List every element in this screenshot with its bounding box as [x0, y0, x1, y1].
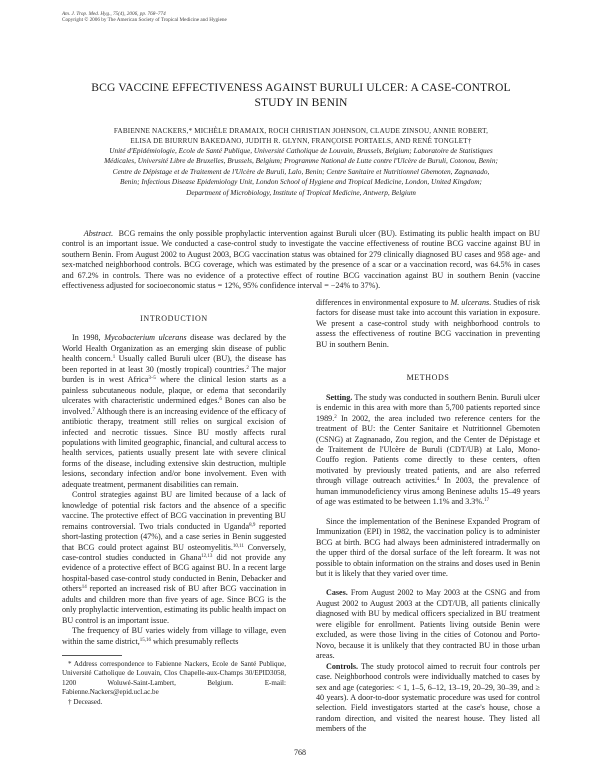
citation-ref: 17 [484, 498, 490, 504]
methods-heading: METHODS [406, 373, 450, 383]
journal-citation: Am. J. Trop. Med. Hyg., 75(4), 2006, pp. 768–774 [62, 11, 166, 17]
copyright-line: Copyright © 2006 by The American Society of Tropical Medicine and Hygiene [62, 17, 227, 24]
intro-continuation [316, 298, 540, 350]
cases-paragraph [316, 588, 540, 661]
italic-term: M. ulcerans [450, 298, 490, 307]
controls-text [316, 662, 540, 734]
affiliation-line: Centre de Dépistage et de Traitement de l'Ulcère de Buruli, Lalo, Benin; Centre Sanitaire et Nutritionnel Gbemoten, Zagnanado, [112, 166, 490, 176]
setting-label: Setting. [326, 392, 353, 402]
text-run: Usually called Buruli ulcer (BU), the disease has been reported in at least 30 (mostly tropical) countries. [62, 354, 286, 374]
intro-paragraph-2 [62, 490, 286, 626]
text-run: The study protocol aimed to recruit four controls per case. Neighborhood controls were individually matched to cases by sex and age (categories: < 1, 1–5, 6–12, 13–19, 20–29, 30–39, and ≥ 40 years). A door-to-door systematic procedure was used for control selection. Field investigators started at the case's house, chose a random direction, and visited the nearest house. They listed all members of the [316, 661, 540, 734]
page-number: 768 [294, 748, 306, 757]
citation-ref: 14 [81, 585, 87, 591]
text-run: which presumably reflects [151, 636, 239, 646]
footnotes [62, 660, 286, 707]
text-run: In 2003, the prevalence of human immunodeficiency virus among Beninese adults 15–49 years of age was estimated to be between 1.1% and 3.3%. [316, 476, 540, 507]
citation-ref: 2 [334, 414, 337, 420]
intro-paragraph-1 [62, 333, 286, 490]
epi-paragraph [316, 517, 540, 580]
title-line-2: STUDY IN BENIN [254, 96, 348, 109]
affiliation-line: Médicales, Université Libre de Bruxelles, Brussels, Belgium; Programme National de Lutte contre l'Ulcère de Buruli, Cotonou, Benin; [104, 156, 498, 166]
text-run: From August 2002 to May 2003 at the CSNG and from August 2002 to August 2003 at the CDT/UB, all patients clinically diagnosed with BU by medical officers specialized in BU treatment were eligible for enrollment. Patients living outside Benin were excluded, as were those living in the cities of Cotonou and Porto-Novo, because it is unlikely that they contracted BU in those urban areas. [316, 588, 540, 661]
text-run: disease was declared by the World Health Organization as an emerging skin disease of public health concern. [62, 333, 286, 364]
citation-ref: 3–5 [148, 376, 156, 382]
text-run: In 1998, [72, 333, 105, 343]
left-column [62, 314, 286, 647]
authors-line-1: FABIENNE NACKERS,* MICHÈLE DRAMAIX, ROCH CHRISTIAN JOHNSON, CLAUDE ZINSOU, ANNIE ROBERT, [113, 127, 489, 135]
text-run: Although there is an increasing evidence of the efficacy of antibiotic therapy, treatment still relies on surgical excision of infected and necrotic tissues. Since BU mostly affects rural populations with limited geographic, financial, and cultural access to health services, patients usually present late with severe clinical forms of the disease, including extensive skin destruction, multiple lesions, secondary infection and/or bone involvement. Even with adequate treatment, permanent disabilities can remain. [62, 406, 286, 489]
abstract-text: BCG remains the only possible prophylactic intervention against Buruli ulcer (BU). Estimating its public health impact on BU control is an important issue. We conducted a case-control study to investigate the vaccine effectiveness of routine BCG vaccine against BU in southern Benin. From August 2002 to August 2003, BCG vaccination status was obtained for 279 clinically diagnosed BU cases and 958 age- and sex-matched neighborhood controls. BCG coverage, which was estimated by the presence of a scar or a vaccination record, was 64.5% in cases and 67.2% in controls. There was no evidence of a protective effect of routine BCG vaccination against BU in southern Benin (vaccine effectiveness adjusted for socioeconomic status = 12%, 95% confidence interval = −24% to 37%). [62, 229, 541, 291]
text-run: . Studies of risk factors for disease must take into account this variation in exposure. We present a case-control study with neighborhood controls to assess the effectiveness of routine BCG vaccination in preventing BU in southern Benin. [316, 298, 540, 349]
controls-label: Controls. [326, 661, 359, 671]
citation-ref: 4 [436, 477, 440, 483]
citation-ref: 15,16 [139, 637, 152, 643]
italic-term: Mycobacterium ulcerans [104, 333, 187, 343]
introduction-heading: INTRODUCTION [140, 314, 208, 323]
citation-ref: 10,11 [232, 543, 244, 549]
text-run: The frequency of BU varies widely from village to village, even within the same district, [62, 626, 286, 646]
text-run: Bones can also be involved. [62, 396, 286, 416]
setting-paragraph [316, 393, 540, 508]
text-run: reported an increased risk of BU after BCG vaccination in adults and children more than five years of age. Since BCG is the only prophylactic intervention, estimating its public health impact on BU control is an important issue. [62, 584, 286, 625]
authors-line-2: ELISA DE BIURRUN BAKEDANO, JUDITH R. GLYNN, FRANÇOISE PORTAELS, AND RENÉ TONGLET† [130, 137, 472, 146]
abstract-label: Abstract. [83, 229, 114, 238]
citation-ref: 12,13 [201, 553, 213, 559]
citation-ref: 8,9 [249, 522, 256, 528]
affiliation-line: Unité d'Epidémiologie, Ecole de Santé Publique, Université Catholique de Louvain, Brussels, Belgium; Laboratoire de Statistiques [109, 146, 493, 155]
citation-ref: 6 [219, 397, 222, 403]
affiliations [60, 146, 542, 198]
affiliation-line: Benin; Infectious Disease Epidemiology Unit, London School of Hygiene and Tropical Medicine, London, United Kingdom; [120, 177, 482, 187]
article-title [60, 80, 542, 110]
text-run: differences in environmental exposure to [316, 298, 451, 307]
text-run: reported short-lasting protection (47%), and a case series in Benin suggested that BCG could protect against BU osteomyelitis. [62, 521, 286, 552]
citation-ref: 7 [92, 407, 95, 413]
cases-text [316, 588, 540, 660]
text-run: Conversely, case-control studies conducted in Ghana [62, 542, 286, 562]
text-run: where the clinical lesion starts as a painless subcutaneous nodule, plaque, or edema that secondarily ulcerates with characteristic undermined edges. [62, 375, 286, 406]
affiliation-line: Department of Microbiology, Institute of Tropical Medicine, Antwerp, Belgium [186, 187, 416, 197]
text-run: The major burden is in west Africa [62, 364, 286, 385]
setting-text [316, 393, 540, 507]
text-run: Control strategies against BU are limited because of a lack of knowledge of potential risk factors and the absence of a specific vaccine. The protective effect of BCG vaccination in preventing BU remains controversial. Two trials conducted in Uganda [62, 490, 286, 531]
text-run: did not provide any evidence of a protective effect of BCG against BU. In a recent large hospital-based case-control study conducted in Benin, Debacker and others [62, 552, 286, 594]
controls-paragraph [316, 662, 540, 735]
citation-ref: 1 [112, 355, 116, 361]
correspondence-footnote: * Address correspondence to Fabienne Nackers, Ecole de Santé Publique, Université Catholique de Louvain, Clos Chapelle-aux-Champs 30/EPID3058, 1200 Woluwé-Saint-Lambert, Belgium. E-mail: Fabienne.Nackers@epid.ucl.ac.be [62, 660, 286, 697]
journal-header [62, 11, 227, 24]
text-run: Since the implementation of the Beninese Expanded Program of Immunization (EPI) in 1982, the vaccination policy is to administer BCG at birth. BCG had always been administered intradermally on the upper third of the dorsal surface of the left forearm. It was not possible to obtain information on the strains and doses used in Benin but it is likely that they varied over time. [316, 516, 540, 578]
deceased-footnote: † Deceased. [68, 697, 103, 706]
text-run: In 2002, the area included two reference centers for the treatment of BU: the Center Sanitaire et Nutritionnel Gbemoten (CSNG) at Zagnanado, Zou region, and the Center de Dépistage et de Traitement de l'Ulcère de Buruli (CDT/UB) at Lalo, Mono-Couffo region. Patients come directly to these centers, often motivated by previously treated patients, and are also referred through village outreach activities. [316, 413, 540, 486]
author-list [60, 126, 542, 147]
cases-label: Cases. [326, 588, 348, 598]
title-line-1: BCG VACCINE EFFECTIVENESS AGAINST BURULI ULCER: A CASE-CONTROL [91, 81, 511, 94]
abstract [62, 229, 540, 292]
text-run: The study was conducted in southern Benin. Buruli ulcer is endemic in this area with more than 5,700 patients reported since 1989. [316, 392, 540, 423]
right-column [316, 298, 540, 735]
citation-ref: 2 [246, 365, 249, 371]
footnote-divider [62, 655, 122, 656]
intro-paragraph-3 [62, 626, 286, 647]
